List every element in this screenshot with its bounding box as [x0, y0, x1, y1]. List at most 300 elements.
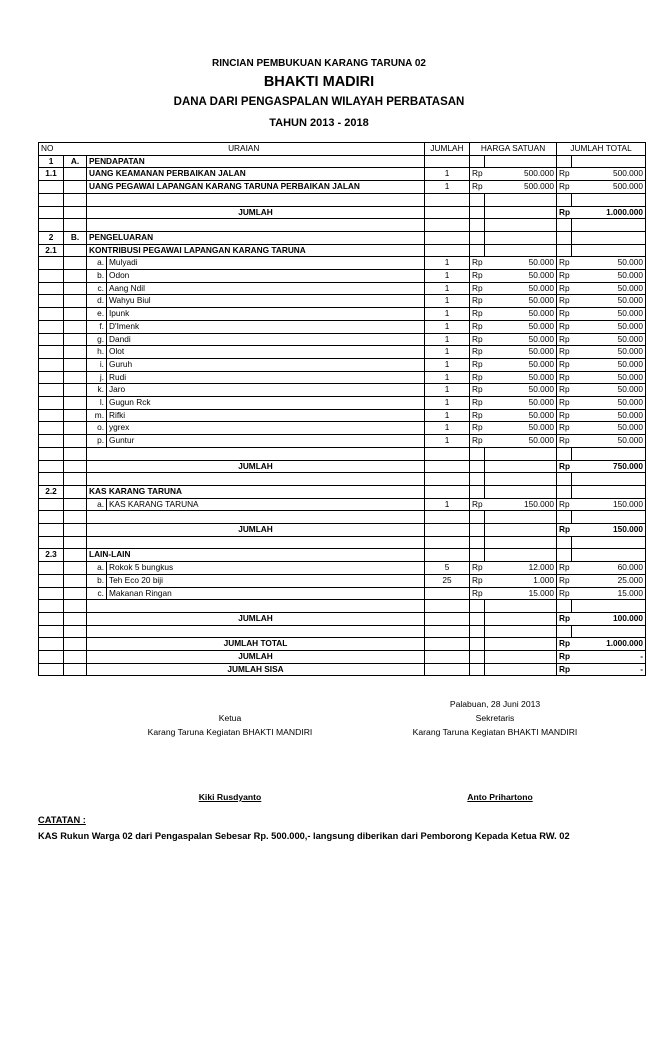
- price-cell: [485, 612, 557, 625]
- currency-label: Rp: [557, 663, 572, 676]
- item-price: 50.000: [485, 358, 557, 371]
- price-cell: [485, 193, 557, 206]
- letter-cell: [64, 181, 87, 194]
- letter-cell: [64, 409, 87, 422]
- item-total: 50.000: [572, 295, 646, 308]
- currency-label: Rp: [470, 498, 485, 511]
- row-number: [39, 282, 64, 295]
- currency-label: Rp: [557, 371, 572, 384]
- sum-label: JUMLAH: [87, 524, 425, 537]
- row-number: [39, 600, 64, 613]
- item-label: Guntur: [107, 435, 425, 448]
- list-item: [39, 422, 646, 435]
- item-letter: h.: [87, 346, 107, 359]
- currency-label: Rp: [557, 562, 572, 575]
- letter-cell: [64, 524, 87, 537]
- currency-label: Rp: [557, 320, 572, 333]
- row-number: [39, 435, 64, 448]
- item-label: Gugun Rck: [107, 397, 425, 410]
- item-price: 50.000: [485, 295, 557, 308]
- letter-cell: [64, 485, 87, 498]
- total-cell: [572, 447, 646, 460]
- qty-cell: [425, 524, 470, 537]
- col-jumlah: JUMLAH: [425, 143, 470, 156]
- item-label: UANG PEGAWAI LAPANGAN KARANG TARUNA PERBAIKAN JALAN: [87, 181, 425, 194]
- item-qty: 1: [425, 282, 470, 295]
- list-item: [39, 409, 646, 422]
- row-number: [39, 460, 64, 473]
- price-cell: [485, 663, 557, 676]
- currency-label: Rp: [470, 181, 485, 194]
- item-price: 50.000: [485, 371, 557, 384]
- currency-label: Rp: [470, 270, 485, 283]
- income-row: [39, 168, 646, 181]
- price-cell: [485, 549, 557, 562]
- item-total: 50.000: [572, 397, 646, 410]
- currency-label: Rp: [557, 282, 572, 295]
- qty-cell: [425, 612, 470, 625]
- currency-label: Rp: [557, 612, 572, 625]
- total-cell: [572, 244, 646, 257]
- item-total: 60.000: [572, 562, 646, 575]
- currency-cell: [557, 473, 572, 486]
- blank-row: [39, 473, 646, 486]
- letter-cell: [64, 371, 87, 384]
- item-total: 50.000: [572, 409, 646, 422]
- row-number: [39, 409, 64, 422]
- currency-cell: [470, 231, 485, 244]
- item-letter: g.: [87, 333, 107, 346]
- item-label: Teh Eco 20 biji: [107, 574, 425, 587]
- list-item: [39, 257, 646, 270]
- qty-cell: [425, 447, 470, 460]
- item-total: 50.000: [572, 282, 646, 295]
- letter-cell: [64, 473, 87, 486]
- letter-cell: [64, 460, 87, 473]
- organization-name: BHAKTI MADIRI: [263, 74, 375, 90]
- price-cell: [485, 638, 557, 651]
- qty-cell: [425, 651, 470, 664]
- col-no: NO: [39, 143, 64, 156]
- item-letter: p.: [87, 435, 107, 448]
- item-qty: 1: [425, 257, 470, 270]
- letter-cell: [64, 562, 87, 575]
- item-letter: d.: [87, 295, 107, 308]
- col-uraian: URAIAN: [64, 143, 425, 156]
- sum-label: JUMLAH TOTAL: [87, 638, 425, 651]
- item-label: Ipunk: [107, 308, 425, 321]
- table-header: [39, 143, 646, 156]
- place-date: Palabuan, 28 Juni 2013: [449, 699, 541, 709]
- row-number: 2.1: [39, 244, 64, 257]
- item-qty: 1: [425, 270, 470, 283]
- currency-cell: [470, 244, 485, 257]
- item-price: 50.000: [485, 409, 557, 422]
- item-label: Jaro: [107, 384, 425, 397]
- item-letter: c.: [87, 587, 107, 600]
- row-number: [39, 612, 64, 625]
- item-qty: 1: [425, 333, 470, 346]
- left-role: Ketua: [218, 713, 242, 723]
- list-item: [39, 371, 646, 384]
- item-total: 15.000: [572, 587, 646, 600]
- row-number: [39, 574, 64, 587]
- currency-cell: [470, 663, 485, 676]
- letter-cell: [64, 549, 87, 562]
- sum-row: [39, 663, 646, 676]
- letter-cell: [64, 358, 87, 371]
- currency-label: Rp: [557, 346, 572, 359]
- ledger-table: [38, 142, 646, 676]
- currency-label: Rp: [557, 460, 572, 473]
- subsection-label: LAIN-LAIN: [87, 549, 425, 562]
- item-qty: 1: [425, 168, 470, 181]
- blank-row: [39, 600, 646, 613]
- currency-cell: [470, 600, 485, 613]
- currency-label: Rp: [557, 308, 572, 321]
- letter-cell: [64, 651, 87, 664]
- letter-cell: [64, 270, 87, 283]
- letter-cell: [64, 295, 87, 308]
- qty-cell: [425, 244, 470, 257]
- qty-cell: [425, 638, 470, 651]
- section-label: PENDAPATAN: [87, 155, 425, 168]
- list-item: [39, 282, 646, 295]
- item-qty: 1: [425, 384, 470, 397]
- price-cell: [485, 219, 557, 232]
- currency-label: Rp: [470, 587, 485, 600]
- item-qty: 5: [425, 562, 470, 575]
- item-label: Guruh: [107, 358, 425, 371]
- letter-cell: [64, 346, 87, 359]
- label-cell: [87, 511, 425, 524]
- letter-cell: [64, 447, 87, 460]
- list-item: [39, 295, 646, 308]
- right-org: Karang Taruna Kegiatan BHAKTI MANDIRI: [412, 727, 578, 737]
- row-number: [39, 346, 64, 359]
- row-number: [39, 193, 64, 206]
- currency-label: Rp: [470, 308, 485, 321]
- currency-label: Rp: [557, 168, 572, 181]
- currency-cell: [557, 600, 572, 613]
- item-label: Rudi: [107, 371, 425, 384]
- row-number: 1: [39, 155, 64, 168]
- qty-cell: [425, 485, 470, 498]
- currency-cell: [557, 219, 572, 232]
- item-qty: 1: [425, 346, 470, 359]
- section-row: [39, 155, 646, 168]
- item-label: Rokok 5 bungkus: [107, 562, 425, 575]
- item-total: 50.000: [572, 257, 646, 270]
- list-item: [39, 270, 646, 283]
- row-number: [39, 625, 64, 638]
- item-total: 50.000: [572, 422, 646, 435]
- price-cell: [485, 206, 557, 219]
- total-cell: [572, 155, 646, 168]
- sum-label: JUMLAH SISA: [87, 663, 425, 676]
- total-cell: [572, 549, 646, 562]
- row-number: [39, 181, 64, 194]
- currency-cell: [470, 447, 485, 460]
- currency-label: Rp: [557, 257, 572, 270]
- currency-label: Rp: [557, 295, 572, 308]
- currency-cell: [470, 193, 485, 206]
- currency-label: Rp: [470, 346, 485, 359]
- currency-cell: [557, 193, 572, 206]
- item-label: Dandi: [107, 333, 425, 346]
- item-letter: k.: [87, 384, 107, 397]
- row-number: [39, 371, 64, 384]
- qty-cell: [425, 625, 470, 638]
- item-label: Aang Ndil: [107, 282, 425, 295]
- right-signatory: Anto Prihartono: [467, 792, 533, 802]
- qty-cell: [425, 206, 470, 219]
- row-number: [39, 270, 64, 283]
- item-qty: 1: [425, 498, 470, 511]
- sum-total: 100.000: [572, 612, 646, 625]
- row-number: [39, 333, 64, 346]
- currency-cell: [470, 612, 485, 625]
- total-cell: [572, 536, 646, 549]
- row-number: [39, 447, 64, 460]
- item-total: 50.000: [572, 308, 646, 321]
- row-number: [39, 295, 64, 308]
- item-qty: 1: [425, 181, 470, 194]
- item-price: 50.000: [485, 435, 557, 448]
- currency-cell: [470, 638, 485, 651]
- currency-cell: [557, 231, 572, 244]
- item-price: 500.000: [485, 181, 557, 194]
- item-total: 500.000: [572, 168, 646, 181]
- row-number: 2: [39, 231, 64, 244]
- row-number: [39, 219, 64, 232]
- total-cell: [572, 485, 646, 498]
- total-cell: [572, 511, 646, 524]
- currency-label: Rp: [470, 422, 485, 435]
- currency-label: Rp: [470, 562, 485, 575]
- item-qty: 1: [425, 308, 470, 321]
- item-qty: 1: [425, 409, 470, 422]
- currency-cell: [470, 155, 485, 168]
- label-cell: [87, 473, 425, 486]
- sum-row: [39, 638, 646, 651]
- period: TAHUN 2013 - 2018: [269, 117, 369, 129]
- currency-cell: [470, 536, 485, 549]
- currency-cell: [470, 549, 485, 562]
- currency-label: Rp: [557, 638, 572, 651]
- price-cell: [485, 536, 557, 549]
- sum-label: JUMLAH: [87, 206, 425, 219]
- section-letter: A.: [64, 155, 87, 168]
- currency-label: Rp: [470, 397, 485, 410]
- sum-label: JUMLAH: [87, 460, 425, 473]
- row-number: [39, 384, 64, 397]
- row-number: [39, 511, 64, 524]
- row-number: [39, 651, 64, 664]
- item-price: 12.000: [485, 562, 557, 575]
- label-cell: [87, 219, 425, 232]
- currency-label: Rp: [557, 206, 572, 219]
- qty-cell: [425, 460, 470, 473]
- item-letter: i.: [87, 358, 107, 371]
- currency-label: Rp: [470, 358, 485, 371]
- item-price: 50.000: [485, 333, 557, 346]
- sum-total: -: [572, 651, 646, 664]
- price-cell: [485, 473, 557, 486]
- currency-cell: [470, 460, 485, 473]
- note-label: CATATAN :: [38, 815, 86, 825]
- list-item: [39, 574, 646, 587]
- item-total: 50.000: [572, 333, 646, 346]
- item-total: 50.000: [572, 320, 646, 333]
- sum-row: [39, 612, 646, 625]
- price-cell: [485, 460, 557, 473]
- currency-label: Rp: [557, 181, 572, 194]
- item-price: 50.000: [485, 282, 557, 295]
- letter-cell: [64, 435, 87, 448]
- currency-cell: [557, 549, 572, 562]
- subsection-row: [39, 244, 646, 257]
- item-letter: a.: [87, 257, 107, 270]
- currency-cell: [470, 651, 485, 664]
- income-row: [39, 181, 646, 194]
- currency-label: Rp: [470, 168, 485, 181]
- item-letter: a.: [87, 562, 107, 575]
- item-price: 50.000: [485, 346, 557, 359]
- row-number: [39, 206, 64, 219]
- label-cell: [87, 600, 425, 613]
- row-number: 2.2: [39, 485, 64, 498]
- currency-label: Rp: [557, 574, 572, 587]
- currency-cell: [557, 536, 572, 549]
- currency-label: Rp: [557, 384, 572, 397]
- row-number: [39, 422, 64, 435]
- price-cell: [485, 447, 557, 460]
- currency-cell: [470, 524, 485, 537]
- currency-label: Rp: [557, 333, 572, 346]
- blank-row: [39, 625, 646, 638]
- currency-label: Rp: [557, 358, 572, 371]
- item-qty: 25: [425, 574, 470, 587]
- letter-cell: [64, 612, 87, 625]
- letter-cell: [64, 320, 87, 333]
- item-label: UANG KEAMANAN PERBAIKAN JALAN: [87, 168, 425, 181]
- sum-label: JUMLAH: [87, 612, 425, 625]
- currency-cell: [470, 511, 485, 524]
- item-price: 50.000: [485, 384, 557, 397]
- item-price: 15.000: [485, 587, 557, 600]
- item-letter: l.: [87, 397, 107, 410]
- letter-cell: [64, 536, 87, 549]
- list-item: [39, 346, 646, 359]
- item-price: 50.000: [485, 422, 557, 435]
- letter-cell: [64, 384, 87, 397]
- currency-label: Rp: [470, 409, 485, 422]
- letter-cell: [64, 257, 87, 270]
- qty-cell: [425, 536, 470, 549]
- item-total: 50.000: [572, 358, 646, 371]
- item-total: 500.000: [572, 181, 646, 194]
- item-letter: e.: [87, 308, 107, 321]
- subsection-label: KONTRIBUSI PEGAWAI LAPANGAN KARANG TARUNA: [87, 244, 425, 257]
- item-total: 50.000: [572, 435, 646, 448]
- currency-label: Rp: [470, 295, 485, 308]
- letter-cell: [64, 625, 87, 638]
- price-cell: [485, 155, 557, 168]
- list-item: [39, 320, 646, 333]
- letter-cell: [64, 663, 87, 676]
- item-label: ygrex: [107, 422, 425, 435]
- label-cell: [87, 625, 425, 638]
- letter-cell: [64, 422, 87, 435]
- letter-cell: [64, 206, 87, 219]
- item-label: Makanan Ringan: [107, 587, 425, 600]
- letter-cell: [64, 511, 87, 524]
- item-letter: o.: [87, 422, 107, 435]
- list-item: [39, 384, 646, 397]
- qty-cell: [425, 473, 470, 486]
- letter-cell: [64, 333, 87, 346]
- item-price: 150.000: [485, 498, 557, 511]
- row-number: [39, 473, 64, 486]
- currency-label: Rp: [470, 257, 485, 270]
- currency-label: Rp: [470, 384, 485, 397]
- label-cell: [87, 447, 425, 460]
- row-number: [39, 587, 64, 600]
- blank-row: [39, 536, 646, 549]
- list-item: [39, 435, 646, 448]
- item-total: 50.000: [572, 384, 646, 397]
- currency-label: Rp: [557, 651, 572, 664]
- letter-cell: [64, 193, 87, 206]
- list-item: [39, 358, 646, 371]
- sum-total: 750.000: [572, 460, 646, 473]
- qty-cell: [425, 663, 470, 676]
- currency-cell: [557, 485, 572, 498]
- section-row: [39, 231, 646, 244]
- price-cell: [485, 485, 557, 498]
- currency-label: Rp: [557, 587, 572, 600]
- currency-cell: [557, 625, 572, 638]
- sum-total: 1.000.000: [572, 638, 646, 651]
- currency-cell: [470, 625, 485, 638]
- item-letter: a.: [87, 498, 107, 511]
- item-qty: 1: [425, 422, 470, 435]
- item-price: 50.000: [485, 308, 557, 321]
- currency-cell: [470, 206, 485, 219]
- item-letter: m.: [87, 409, 107, 422]
- qty-cell: [425, 193, 470, 206]
- item-letter: c.: [87, 282, 107, 295]
- total-cell: [572, 193, 646, 206]
- qty-cell: [425, 549, 470, 562]
- item-total: 50.000: [572, 371, 646, 384]
- col-harga-satuan: HARGA SATUAN: [470, 143, 557, 156]
- qty-cell: [425, 231, 470, 244]
- currency-label: Rp: [470, 282, 485, 295]
- blank-row: [39, 447, 646, 460]
- qty-cell: [425, 155, 470, 168]
- col-jumlah-total: JUMLAH TOTAL: [557, 143, 646, 156]
- item-letter: b.: [87, 574, 107, 587]
- row-number: 1.1: [39, 168, 64, 181]
- sum-total: -: [572, 663, 646, 676]
- row-number: [39, 397, 64, 410]
- letter-cell: [64, 638, 87, 651]
- row-number: [39, 308, 64, 321]
- currency-cell: [557, 244, 572, 257]
- list-item: [39, 562, 646, 575]
